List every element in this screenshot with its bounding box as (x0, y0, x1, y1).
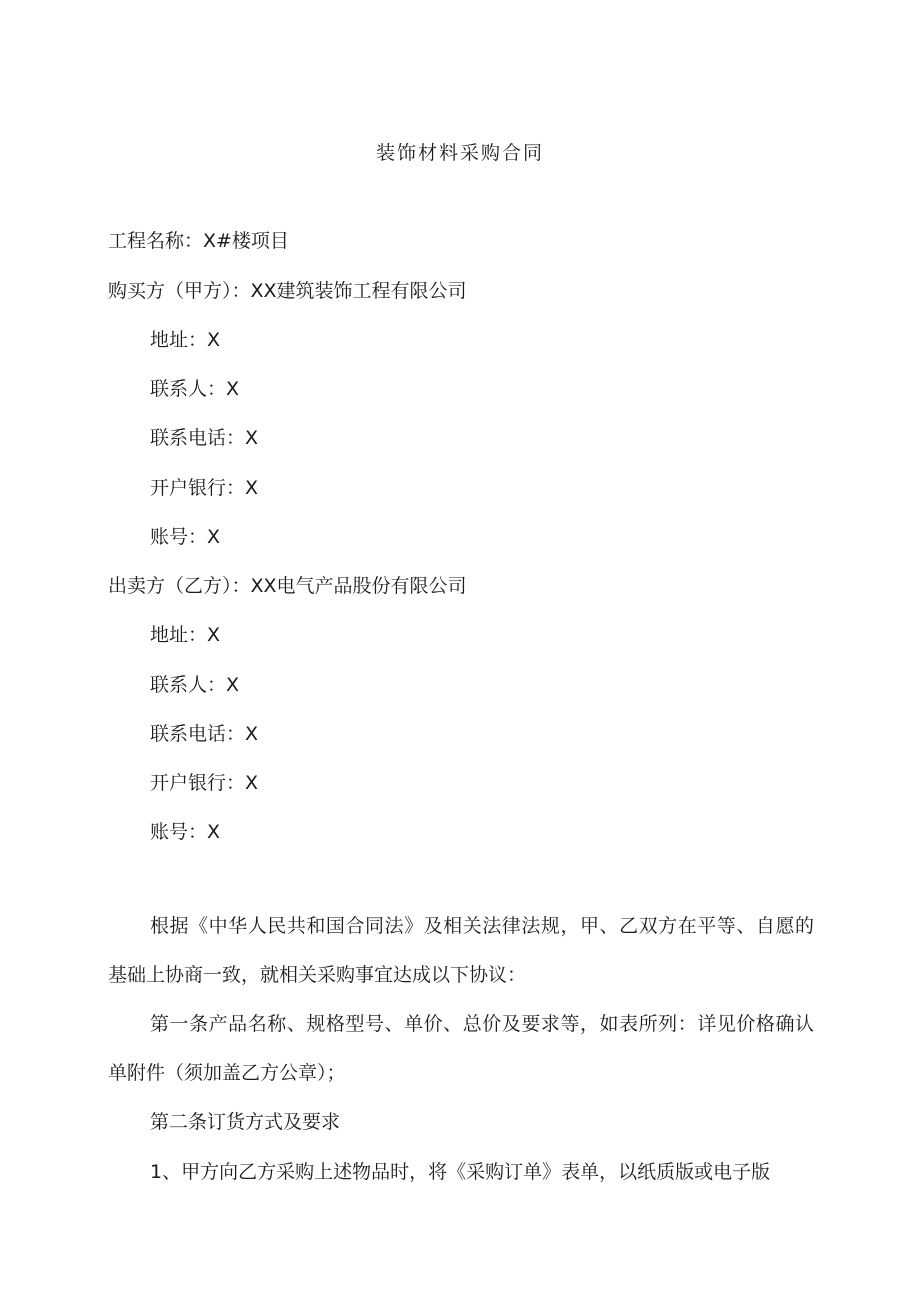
seller-bank: 开户银行：X (150, 772, 259, 794)
article-2-title: 第二条订货方式及要求 (150, 1111, 341, 1133)
seller-address: 地址：X (150, 624, 221, 646)
article-1-paragraph: 第一条产品名称、规格型号、单价、总价及要求等，如表所列：详见价格确认单附件（须加盖乙方公章）； (108, 1013, 814, 1084)
buyer-bank: 开户银行：X (150, 477, 259, 499)
seller-header: 出卖方（乙方）：XX电气产品股份有限公司 (108, 575, 467, 597)
seller-phone: 联系电话：X (150, 723, 259, 745)
buyer-header: 购买方（甲方）：XX建筑装饰工程有限公司 (108, 280, 467, 302)
seller-contact: 联系人：X (150, 674, 240, 696)
seller-account: 账号：X (150, 821, 221, 843)
buyer-address: 地址：X (150, 329, 221, 351)
buyer-account: 账号：X (150, 526, 221, 548)
article-2-item-1: 1、甲方向乙方采购上述物品时，将《采购订单》表单，以纸质版或电子版 (150, 1161, 771, 1183)
buyer-phone: 联系电话：X (150, 427, 259, 449)
intro-paragraph: 根据《中华人民共和国合同法》及相关法律法规，甲、乙双方在平等、自愿的基础上协商一致，就相关采购事宜达成以下协议： (108, 915, 814, 986)
buyer-contact: 联系人：X (150, 378, 240, 400)
project-name-line: 工程名称：X#楼项目 (108, 230, 289, 252)
document-title: 装饰材料采购合同 (375, 142, 544, 164)
